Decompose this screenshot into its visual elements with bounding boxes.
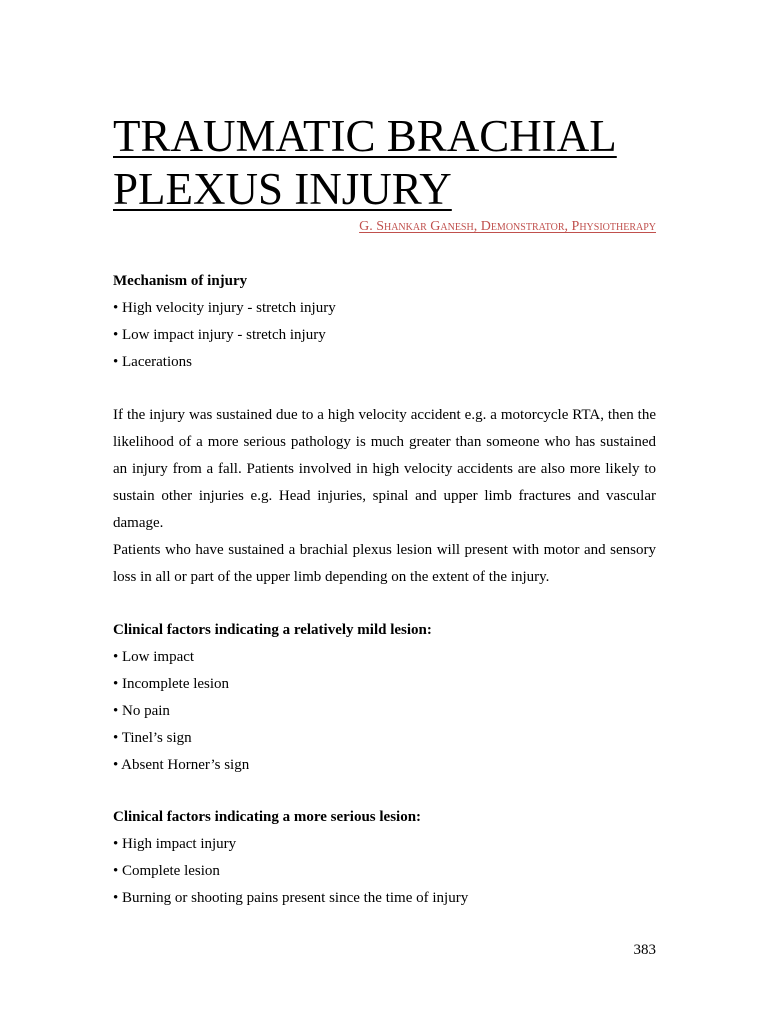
list-item: • Low impact injury - stretch injury (113, 327, 326, 343)
body-paragraphs (113, 402, 656, 591)
paragraph: Patients who have sustained a brachial plexus lesion will present with motor and sensory loss in all or part of the upper limb depending on the extent of the injury. (113, 542, 656, 585)
list-item: • High velocity injury - stretch injury (113, 300, 336, 316)
title-line: TRAUMATIC BRACHIAL (113, 111, 617, 161)
list-item: • Lacerations (113, 354, 192, 370)
document-title (113, 110, 617, 216)
list-item: • Tinel’s sign (113, 730, 192, 746)
list-item: • Absent Horner’s sign (113, 757, 250, 773)
mechanism-section (113, 268, 656, 376)
list-item: • Complete lesion (113, 863, 220, 879)
author-credit: G. Shankar Ganesh, Demonstrator, Physiotherapy (359, 219, 656, 234)
list-item: • Incomplete lesion (113, 676, 230, 692)
list-item: • Burning or shooting pains present since the time of injury (113, 890, 469, 906)
page-number: 383 (633, 942, 656, 958)
section-heading: Clinical factors indicating a more serious lesion: (113, 809, 422, 825)
list-item: • Low impact (113, 649, 195, 665)
paragraph: If the injury was sustained due to a high velocity accident e.g. a motorcycle RTA, then the likelihood of a more serious pathology is much greater than someone who has sustained an injury from a fall. Patients involved in high velocity accidents are also more likely to sustain other injuries e.g. Head injuries, spinal and upper limb fractures and vascular damage. (113, 407, 656, 531)
section-heading: Clinical factors indicating a relatively mild lesion: (113, 622, 432, 638)
serious-lesion-section (113, 804, 656, 912)
list-item: • High impact injury (113, 836, 237, 852)
title-line: PLEXUS INJURY (113, 164, 452, 214)
section-heading: Mechanism of injury (113, 273, 248, 289)
mild-lesion-section (113, 617, 656, 779)
list-item: • No pain (113, 703, 170, 719)
document-page (113, 0, 656, 1024)
